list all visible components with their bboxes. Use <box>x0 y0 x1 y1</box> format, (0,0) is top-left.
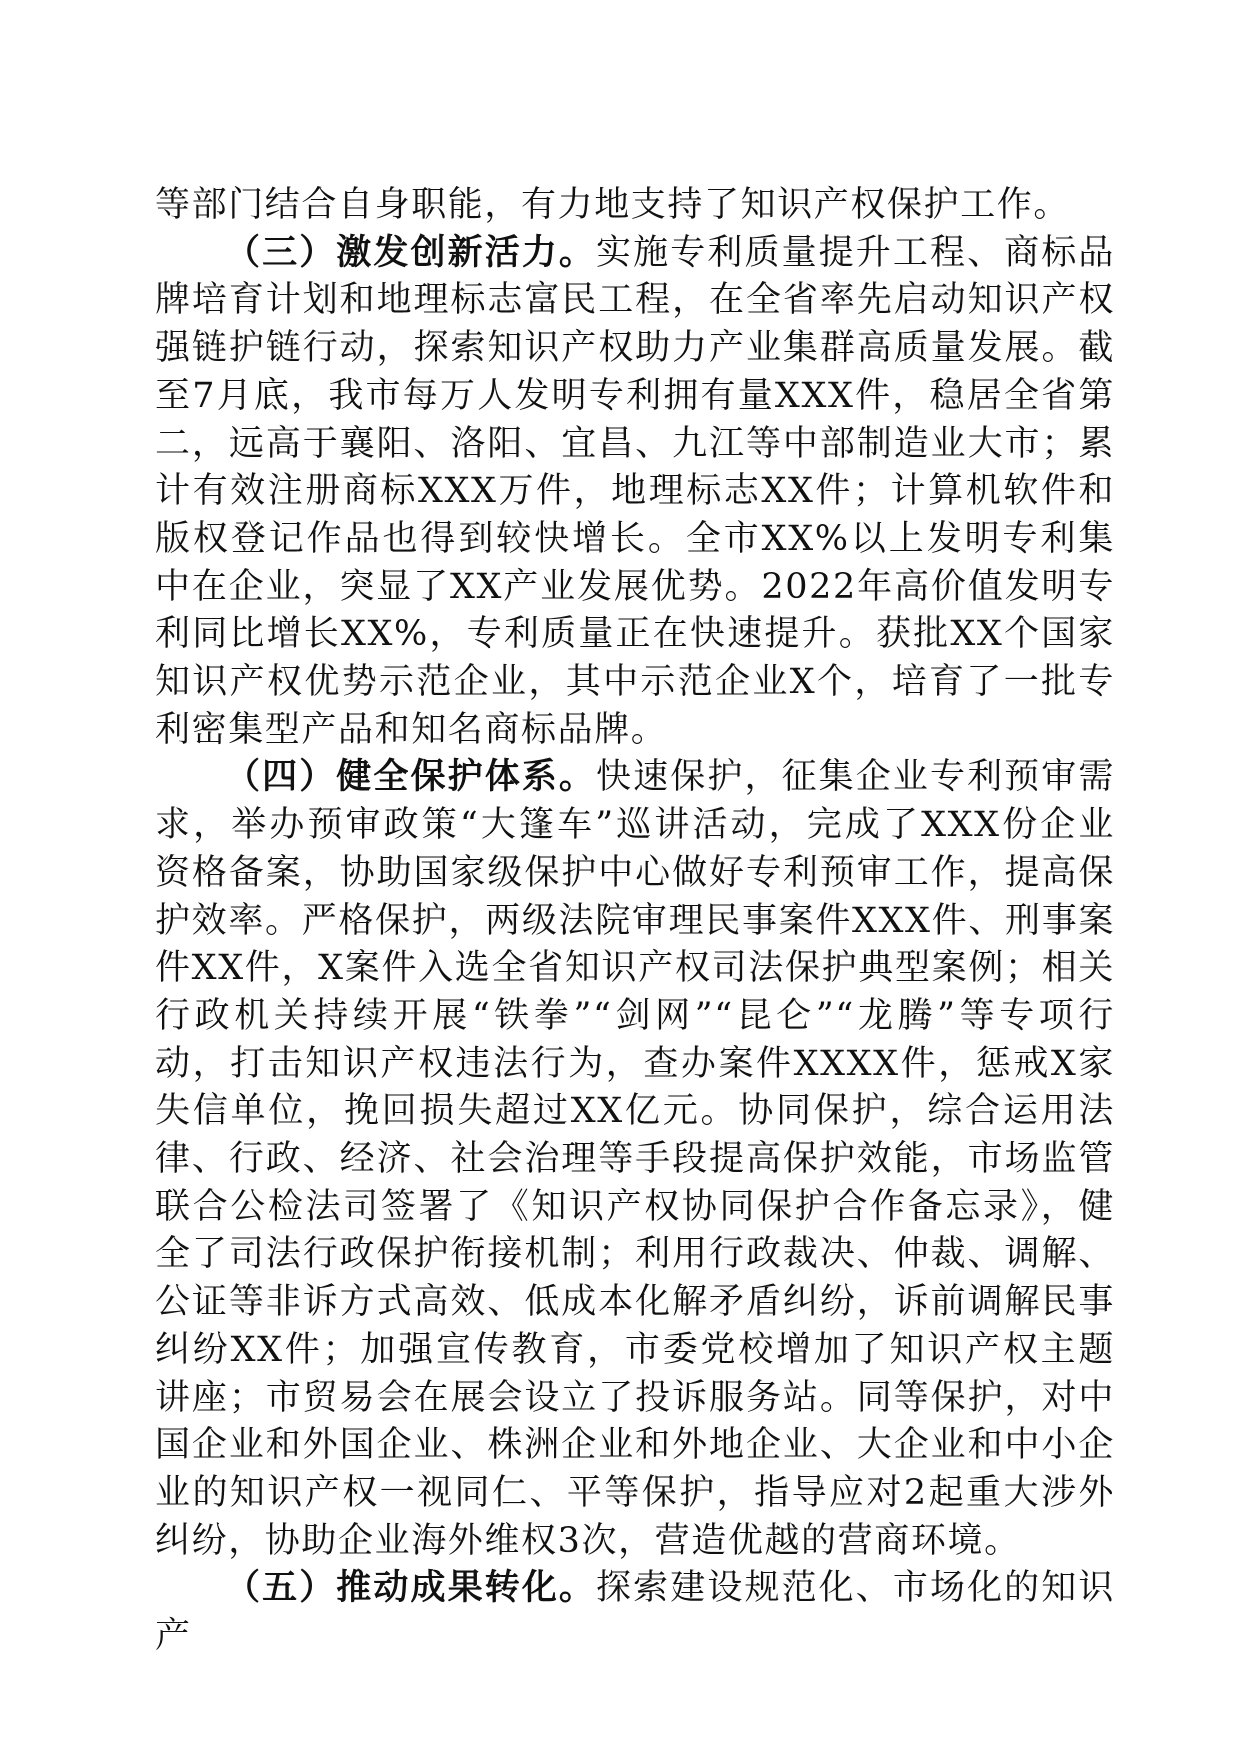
document-page <box>155 182 1115 1661</box>
paragraph-3-body: 快速保护，征集企业专利预审需求，举办预审政策“大篷车”巡讲活动，完成了XXX份企业资格备案，协助国家级保护中心做好专利预审工作，提高保护效率。严格保护，两级法院审理民事案件XXX件、刑事案件XX件，X案件入选全省知识产权司法保护典型案例；相关行政机关持续开展“铁拳”“剑网”“昆仑”“龙腾”等专项行动，打击知识产权违法行为，查办案件XXXX件，惩戒X家失信单位，挽回损失超过XX亿元。协同保护，综合运用法律、行政、经济、社会治理等手段提高保护效能，市场监管联合公检法司签署了《知识产权协同保护合作备忘录》，健全了司法行政保护衔接机制；利用行政裁决、仲裁、调解、公证等非诉方式高效、低成本化解矛盾纠纷，诉前调解民事纠纷XX件；加强宣传教育，市委党校增加了知识产权主题讲座；市贸易会在展会设立了投诉服务站。同等保护，对中国企业和外国企业、株洲企业和外地企业、大企业和中小企业的知识产权一视同仁、平等保护，指导应对2起重大涉外纠纷，协助企业海外维权3次，营造优越的营商环境。 <box>155 757 1115 1561</box>
paragraph-1 <box>155 182 1115 230</box>
paragraph-3 <box>155 754 1115 1565</box>
paragraph-2 <box>155 230 1115 755</box>
paragraph-4-body: 探索建设规范化、市场化的知识产 <box>155 1568 1115 1657</box>
section-heading-3: （三）激发创新活力。 <box>225 232 597 273</box>
paragraph-2-body: 实施专利质量提升工程、商标品牌培育计划和地理标志富民工程，在全省率先启动知识产权强链护链行动，探索知识产权助力产业集群高质量发展。截至7月底，我市每万人发明专利拥有量XXX件，稳居全省第二，远高于襄阳、洛阳、宜昌、九江等中部制造业大市；累计有效注册商标XXX万件，地理标志XX件；计算机软件和版权登记作品也得到较快增长。全市XX%以上发明专利集中在企业，突显了XX产业发展优势。2022年高价值发明专利同比增长XX%，专利质量正在快速提升。获批XX个国家知识产权优势示范企业，其中示范企业X个，培育了一批专利密集型产品和知名商标品牌。 <box>155 232 1115 750</box>
section-heading-5: （五）推动成果转化。 <box>225 1568 597 1609</box>
paragraph-1-body: 等部门结合自身职能，有力地支持了知识产权保护工作。 <box>155 185 1071 225</box>
section-heading-4: （四）健全保护体系。 <box>225 757 597 798</box>
paragraph-4 <box>155 1565 1115 1660</box>
